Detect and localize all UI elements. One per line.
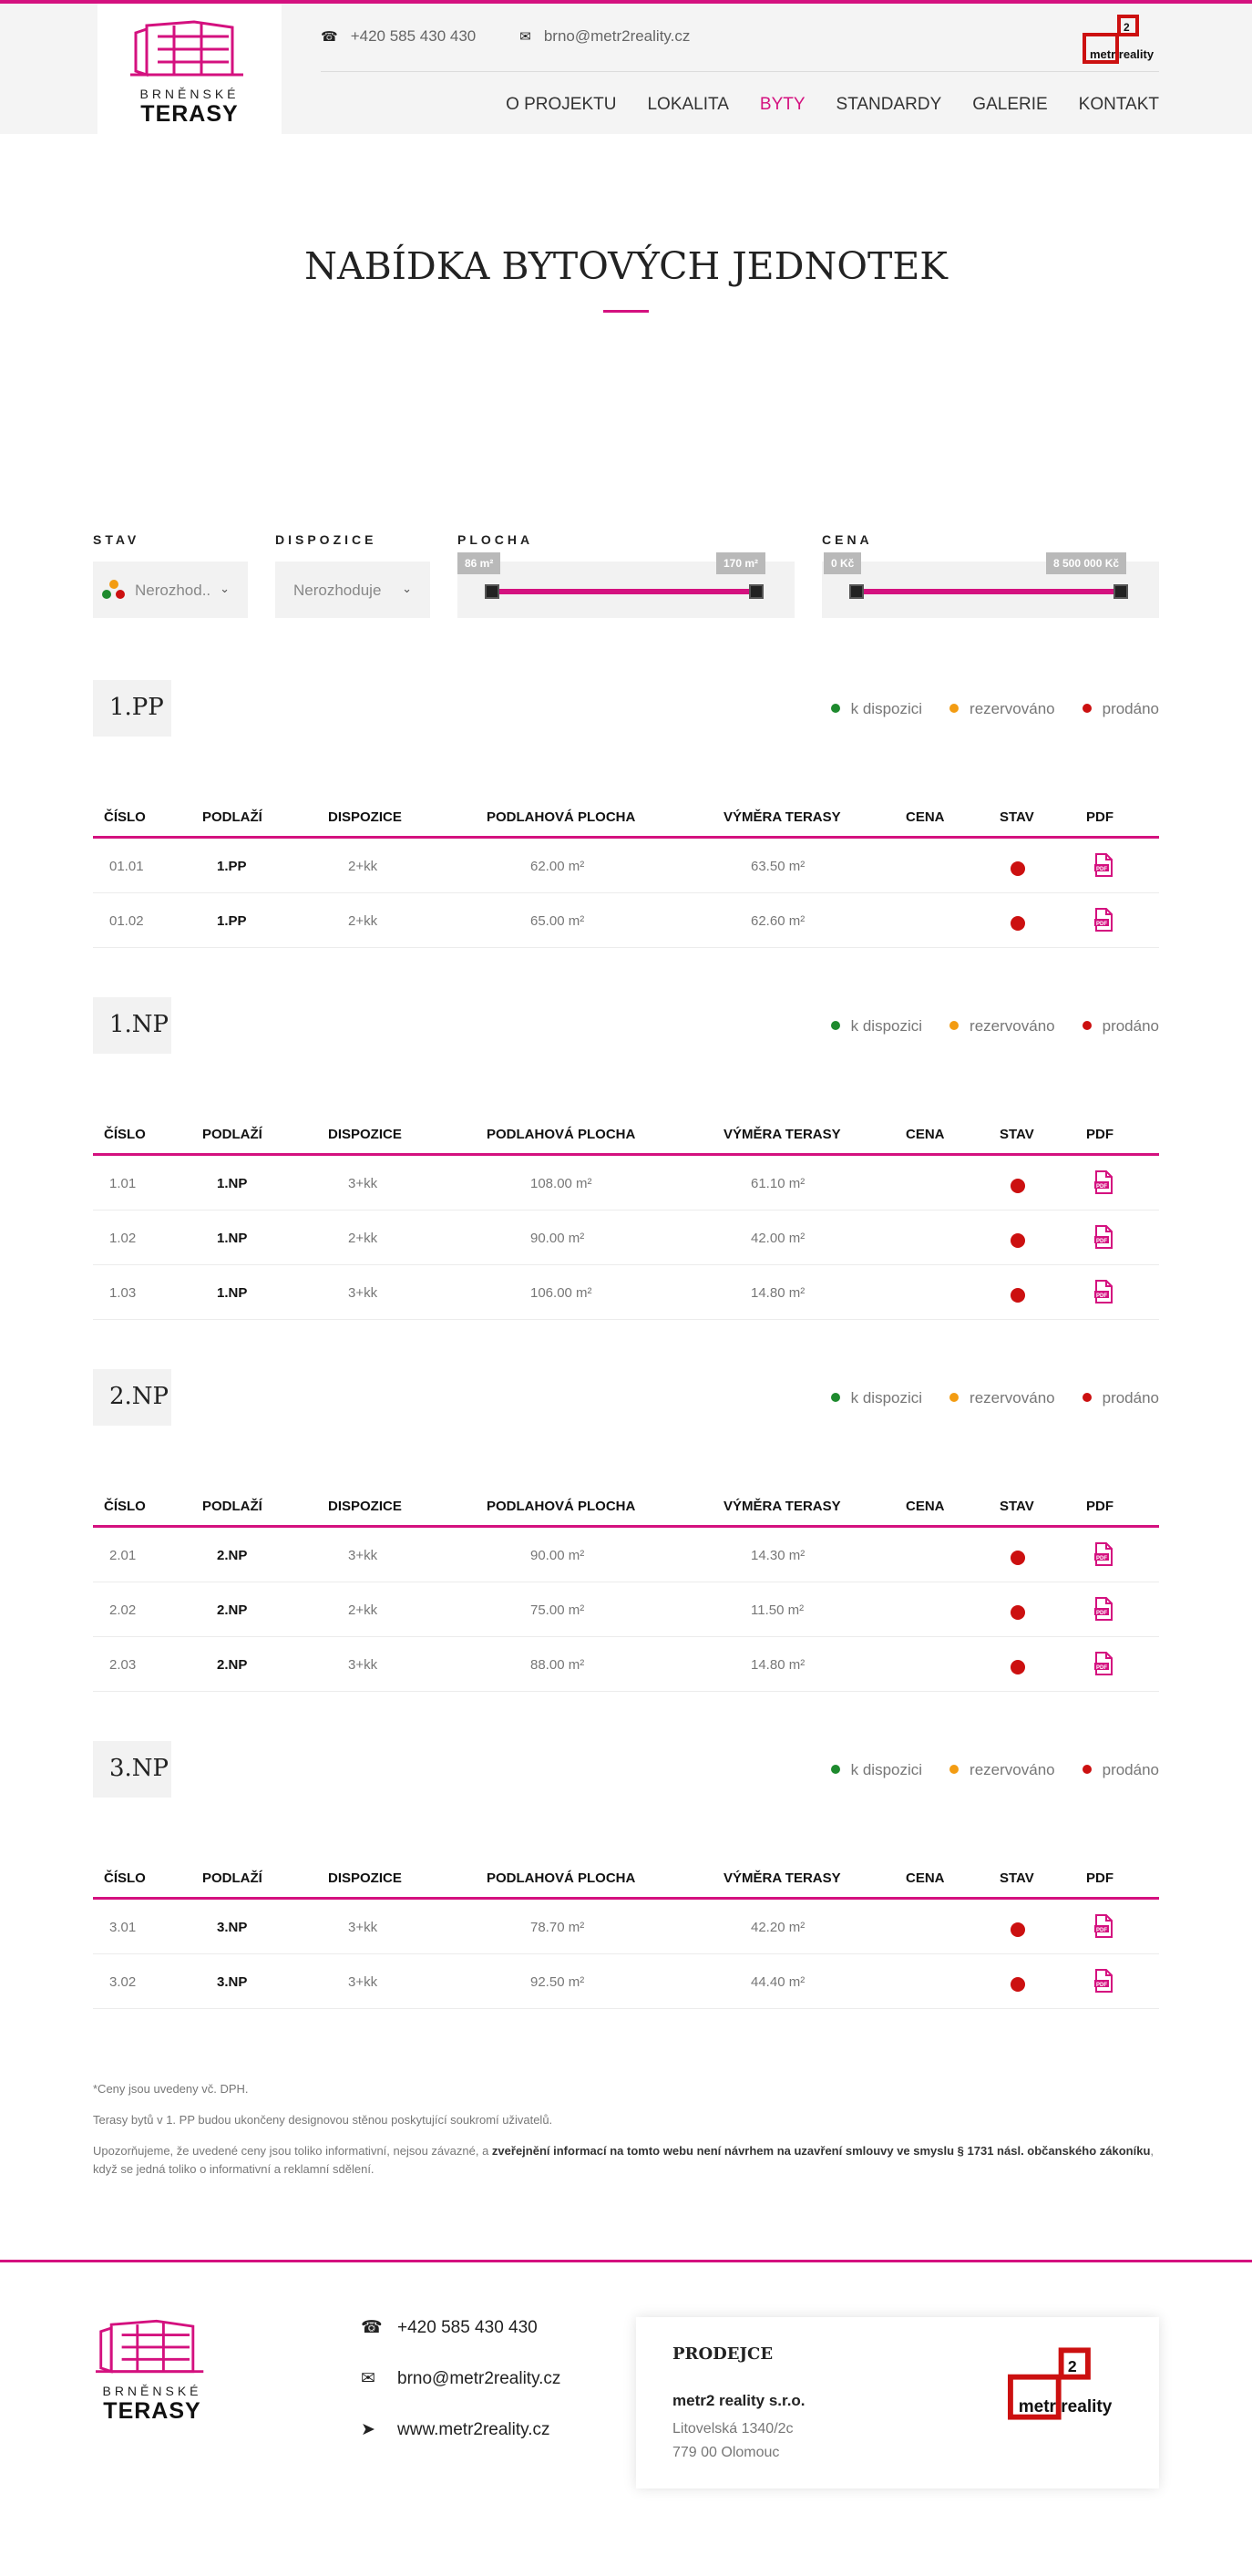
cell-dispozice: 3+kk: [348, 1920, 378, 1935]
status-sold-dot: [1011, 1660, 1025, 1674]
floor-label: 3.NP: [93, 1741, 171, 1798]
metr2-logo-icon: [1008, 2344, 1123, 2423]
filter-label-stav: STAV: [93, 532, 140, 547]
legend-label-available: k dispozici: [850, 1761, 923, 1778]
pdf-icon[interactable]: [1093, 853, 1113, 881]
pdf-label: PDF: [1096, 1293, 1107, 1299]
cell-plocha: 106.00 m²: [530, 1285, 592, 1301]
status-dot-icon: [831, 704, 840, 713]
legend-label-sold: prodáno: [1102, 700, 1159, 717]
status-dot-icon: [1083, 1765, 1092, 1774]
cena-min-handle[interactable]: [849, 584, 864, 599]
note-prices: *Ceny jsou uvedeny vč. DPH.: [93, 2082, 249, 2096]
column-header: VÝMĚRA TERASY: [723, 1499, 841, 1514]
note-terraces: Terasy bytů v 1. PP budou ukončeny designovou stěnou poskytující soukromí uživatelů.: [93, 2113, 553, 2127]
units-table: [93, 1116, 1159, 1320]
cell-cislo: 01.01: [109, 859, 144, 874]
pdf-icon[interactable]: [1093, 1170, 1113, 1198]
cell-dispozice: 3+kk: [348, 1285, 378, 1301]
seller-logo-text: metr reality: [1018, 2396, 1113, 2416]
cell-cislo: 1.01: [109, 1176, 137, 1191]
m2-text-sup: 2: [1124, 21, 1130, 34]
cell-cislo: 01.02: [109, 913, 144, 929]
nav-o-projektu[interactable]: O PROJEKTU: [506, 95, 617, 114]
column-header: PDF: [1086, 1499, 1113, 1514]
cell-terasa: 62.60 m²: [751, 913, 806, 929]
status-dot-icon: [831, 1393, 840, 1402]
status-sold-dot: [1011, 916, 1025, 931]
table-header: [93, 799, 1159, 839]
cell-podlazi: 2.NP: [217, 1602, 248, 1618]
legend-label-reserved: rezervováno: [970, 1389, 1055, 1406]
cell-cislo: 2.01: [109, 1548, 137, 1563]
cell-dispozice: 2+kk: [348, 1231, 378, 1246]
column-header: CENA: [906, 1870, 945, 1886]
column-header: ČÍSLO: [104, 1870, 146, 1886]
footer-phone-text: +420 585 430 430: [397, 2318, 538, 2337]
cell-terasa: 61.10 m²: [751, 1176, 806, 1191]
table-row[interactable]: [93, 1637, 1159, 1692]
nav-kontakt[interactable]: KONTAKT: [1078, 95, 1159, 114]
cell-cislo: 3.02: [109, 1974, 137, 1990]
envelope-icon: ✉: [361, 2369, 375, 2388]
legend-item-available: [831, 1761, 922, 1779]
stav-select[interactable]: [93, 562, 248, 618]
nav-standardy[interactable]: STANDARDY: [836, 95, 942, 114]
column-header: PDF: [1086, 1870, 1113, 1886]
table-row[interactable]: [93, 1156, 1159, 1211]
cell-dispozice: 3+kk: [348, 1176, 378, 1191]
pdf-icon[interactable]: [1093, 1597, 1113, 1624]
legend-label-available: k dispozici: [850, 700, 923, 717]
column-header: PODLAHOVÁ PLOCHA: [487, 1127, 636, 1142]
header-divider: [321, 71, 1159, 72]
pdf-label: PDF: [1096, 867, 1107, 872]
pdf-icon[interactable]: [1093, 1542, 1113, 1570]
column-header: DISPOZICE: [328, 1499, 402, 1514]
legend-item-reserved: [949, 1017, 1055, 1036]
table-header: [93, 1860, 1159, 1900]
column-header: STAV: [1000, 1870, 1034, 1886]
status-dot-icon: [1083, 704, 1092, 713]
cell-terasa: 42.20 m²: [751, 1920, 806, 1935]
cell-terasa: 11.50 m²: [751, 1602, 805, 1618]
footer-accent-line: [0, 2260, 1252, 2262]
table-row[interactable]: [93, 1528, 1159, 1582]
cell-terasa: 14.80 m²: [751, 1285, 806, 1301]
floor-label: 1.NP: [93, 997, 171, 1054]
pdf-icon[interactable]: [1093, 1914, 1113, 1942]
cell-plocha: 90.00 m²: [530, 1231, 585, 1246]
table-row[interactable]: [93, 839, 1159, 893]
legend-label-sold: prodáno: [1102, 1389, 1159, 1406]
cena-max-handle[interactable]: [1113, 584, 1128, 599]
phone-icon: ☎: [361, 2318, 383, 2337]
nav-byty[interactable]: BYTY: [759, 95, 806, 114]
status-sold-dot: [1011, 861, 1025, 876]
cena-slider[interactable]: [822, 557, 1159, 618]
column-header: STAV: [1000, 1127, 1034, 1142]
plocha-min-handle[interactable]: [485, 584, 499, 599]
column-header: ČÍSLO: [104, 1499, 146, 1514]
notes: [93, 2080, 1159, 2191]
cell-cislo: 2.02: [109, 1602, 137, 1618]
floor-label: 2.NP: [93, 1369, 171, 1426]
legend-item-available: [831, 700, 922, 718]
column-header: PODLAŽÍ: [202, 1499, 262, 1514]
logo-line2: TERASY: [140, 101, 239, 127]
legend-label-sold: prodáno: [1102, 1761, 1159, 1778]
plocha-slider[interactable]: [457, 557, 795, 618]
stav-select-value: Nerozhod..: [135, 582, 211, 599]
legend-label-reserved: rezervováno: [970, 1017, 1055, 1035]
status-sold-dot: [1011, 1977, 1025, 1992]
units-table: [93, 1488, 1159, 1692]
plocha-min-tooltip: 86 m²: [457, 552, 500, 574]
plocha-slider-track: [494, 589, 758, 594]
column-header: DISPOZICE: [328, 1127, 402, 1142]
cell-cislo: 2.03: [109, 1657, 137, 1673]
column-header: PODLAHOVÁ PLOCHA: [487, 1870, 636, 1886]
column-header: VÝMĚRA TERASY: [723, 1127, 841, 1142]
header-email[interactable]: [519, 27, 690, 46]
cell-podlazi: 1.PP: [217, 859, 247, 874]
status-sold-dot: [1011, 1605, 1025, 1620]
chevron-down-icon: ⌄: [402, 582, 412, 595]
cell-plocha: 65.00 m²: [530, 913, 585, 929]
pdf-label: PDF: [1096, 1556, 1107, 1561]
table-row[interactable]: [93, 1582, 1159, 1637]
units-table: [93, 1860, 1159, 2009]
table-row[interactable]: [93, 1900, 1159, 1954]
column-header: PODLAŽÍ: [202, 809, 262, 825]
note-disclaimer-c: , když se jedná toliko o informativní a reklamní sdělení.: [93, 2144, 1155, 2176]
units-table: [93, 799, 1159, 948]
status-dot-icon: [949, 1765, 959, 1774]
header-phone[interactable]: [321, 27, 476, 46]
cell-cislo: 3.01: [109, 1920, 137, 1935]
column-header: PDF: [1086, 809, 1113, 825]
column-header: ČÍSLO: [104, 1127, 146, 1142]
cell-podlazi: 1.NP: [217, 1176, 248, 1191]
seller-title: PRODEJCE: [672, 2344, 774, 2364]
table-row[interactable]: [93, 1954, 1159, 2009]
cell-podlazi: 1.NP: [217, 1285, 248, 1301]
cena-max-tooltip: 8 500 000 Kč: [1046, 552, 1126, 574]
status-dot-icon: [949, 704, 959, 713]
footer-logo[interactable]: [93, 2315, 211, 2425]
cell-plocha: 92.50 m²: [530, 1974, 585, 1990]
footer-phone[interactable]: [361, 2317, 538, 2338]
cell-cislo: 1.02: [109, 1231, 137, 1246]
legend-label-reserved: rezervováno: [970, 700, 1055, 717]
legend-item-reserved: [949, 700, 1055, 718]
cell-plocha: 78.70 m²: [530, 1920, 585, 1935]
footer-logo-line2: TERASY: [103, 2398, 201, 2424]
cell-podlazi: 2.NP: [217, 1548, 248, 1563]
cell-cislo: 1.03: [109, 1285, 137, 1301]
status-dot-icon: [949, 1021, 959, 1030]
cell-terasa: 44.40 m²: [751, 1974, 806, 1990]
footer-web[interactable]: [361, 2419, 550, 2440]
footer-logo-line1: BRNĚNSKÉ: [102, 2384, 202, 2398]
cell-dispozice: 3+kk: [348, 1548, 378, 1563]
legend-label-sold: prodáno: [1102, 1017, 1159, 1035]
cell-dispozice: 2+kk: [348, 1602, 378, 1618]
building-logo-icon: [96, 2315, 209, 2377]
table-header: [93, 1488, 1159, 1528]
status-legend: [831, 700, 1159, 718]
column-header: PDF: [1086, 1127, 1113, 1142]
dispozice-select-value: Nerozhoduje: [293, 582, 382, 599]
filter-label-plocha: PLOCHA: [457, 532, 534, 547]
footer-email-text: brno@metr2reality.cz: [397, 2369, 561, 2388]
note-disclaimer-b: zveřejnění informací na tomto webu není návrhem na uzavření smlouvy ve smyslu § 1731 násl. občanského zákoníku: [491, 2144, 1151, 2158]
column-header: PODLAŽÍ: [202, 1870, 262, 1886]
column-header: STAV: [1000, 809, 1034, 825]
pdf-icon[interactable]: [1093, 1280, 1113, 1307]
seller-street: Litovelská 1340/2c: [672, 2421, 794, 2437]
cell-dispozice: 3+kk: [348, 1974, 378, 1990]
column-header: VÝMĚRA TERASY: [723, 1870, 841, 1886]
status-dot-icon: [831, 1021, 840, 1030]
pdf-icon[interactable]: [1093, 1225, 1113, 1252]
column-header: CENA: [906, 1127, 945, 1142]
cell-podlazi: 2.NP: [217, 1657, 248, 1673]
cell-podlazi: 1.PP: [217, 913, 247, 929]
legend-item-reserved: [949, 1761, 1055, 1779]
status-legend: [831, 1389, 1159, 1407]
column-header: CENA: [906, 809, 945, 825]
main-nav: [506, 95, 1159, 115]
legend-item-sold: [1083, 1389, 1159, 1407]
cell-plocha: 108.00 m²: [530, 1176, 592, 1191]
pdf-label: PDF: [1096, 1184, 1107, 1190]
header-phone-text: +420 585 430 430: [350, 27, 477, 45]
cell-plocha: 62.00 m²: [530, 859, 585, 874]
table-row[interactable]: [93, 1211, 1159, 1265]
cell-terasa: 42.00 m²: [751, 1231, 806, 1246]
pdf-icon[interactable]: [1093, 1969, 1113, 1996]
pdf-label: PDF: [1096, 1611, 1107, 1616]
column-header: PODLAŽÍ: [202, 1127, 262, 1142]
cell-dispozice: 2+kk: [348, 913, 378, 929]
column-header: PODLAHOVÁ PLOCHA: [487, 809, 636, 825]
status-dot-icon: [949, 1393, 959, 1402]
header-email-text: brno@metr2reality.cz: [543, 27, 691, 45]
legend-item-sold: [1083, 1017, 1159, 1036]
cell-terasa: 14.80 m²: [751, 1657, 806, 1673]
footer-email[interactable]: [361, 2368, 560, 2389]
building-logo-icon: [130, 16, 249, 80]
status-legend: [831, 1761, 1159, 1779]
cell-plocha: 88.00 m²: [530, 1657, 585, 1673]
metr2-reality-logo[interactable]: [1083, 13, 1161, 70]
status-sold-dot: [1011, 1288, 1025, 1303]
pdf-label: PDF: [1096, 1239, 1107, 1244]
pdf-icon[interactable]: [1093, 908, 1113, 935]
column-header: VÝMĚRA TERASY: [723, 809, 841, 825]
cell-dispozice: 3+kk: [348, 1657, 378, 1673]
cursor-icon: ➤: [361, 2420, 375, 2439]
table-row[interactable]: [93, 893, 1159, 948]
cell-plocha: 90.00 m²: [530, 1548, 585, 1563]
seller-name: metr2 reality s.r.o.: [672, 2392, 806, 2409]
legend-label-reserved: rezervováno: [970, 1761, 1055, 1778]
phone-icon: ☎: [321, 29, 338, 45]
page-title: NABÍDKA BYTOVÝCH JEDNOTEK: [304, 244, 948, 288]
note-disclaimer-a: Upozorňujeme, že uvedené ceny jsou tolikо informativní, nejsou závazné, a: [93, 2144, 492, 2158]
seller-card: [636, 2317, 1159, 2488]
site-logo[interactable]: [97, 4, 282, 134]
column-header: PODLAHOVÁ PLOCHA: [487, 1499, 636, 1514]
status-dots-icon: [102, 580, 128, 602]
logo-line1: BRNĚNSKÉ: [139, 87, 240, 101]
seller-logo-sup: 2: [1067, 2356, 1077, 2375]
cena-min-tooltip: 0 Kč: [824, 552, 861, 574]
metr2-logo-icon: [1083, 13, 1161, 66]
legend-item-reserved: [949, 1389, 1055, 1407]
table-header: [93, 1116, 1159, 1156]
pdf-label: PDF: [1096, 1983, 1107, 1988]
status-sold-dot: [1011, 1233, 1025, 1248]
status-sold-dot: [1011, 1551, 1025, 1565]
nav-galerie[interactable]: GALERIE: [972, 95, 1048, 114]
column-header: CENA: [906, 1499, 945, 1514]
column-header: DISPOZICE: [328, 809, 402, 825]
note-disclaimer: [93, 2142, 1159, 2179]
cell-plocha: 75.00 m²: [530, 1602, 585, 1618]
column-header: STAV: [1000, 1499, 1034, 1514]
envelope-icon: ✉: [519, 29, 531, 45]
cell-podlazi: 3.NP: [217, 1920, 248, 1935]
floor-label: 1.PP: [93, 680, 171, 737]
m2-text-metr: metr reality: [1090, 47, 1155, 61]
legend-item-sold: [1083, 1761, 1159, 1779]
column-header: DISPOZICE: [328, 1870, 402, 1886]
cell-dispozice: 2+kk: [348, 859, 378, 874]
status-sold-dot: [1011, 1179, 1025, 1193]
nav-lokalita[interactable]: LOKALITA: [647, 95, 729, 114]
pdf-label: PDF: [1096, 1665, 1107, 1671]
pdf-icon[interactable]: [1093, 1652, 1113, 1679]
seller-address: [672, 2417, 794, 2465]
filter-label-dispozice: DISPOZICE: [275, 532, 377, 547]
cell-terasa: 63.50 m²: [751, 859, 806, 874]
legend-item-available: [831, 1017, 922, 1036]
legend-item-sold: [1083, 700, 1159, 718]
footer-web-text: www.metr2reality.cz: [397, 2420, 550, 2439]
column-header: ČÍSLO: [104, 809, 146, 825]
filter-label-cena: CENA: [822, 532, 873, 547]
legend-label-available: k dispozici: [850, 1389, 923, 1406]
title-underline: [603, 310, 649, 313]
status-dot-icon: [831, 1765, 840, 1774]
plocha-max-tooltip: 170 m²: [716, 552, 765, 574]
cell-podlazi: 3.NP: [217, 1974, 248, 1990]
seller-city: 779 00 Olomouc: [672, 2445, 780, 2460]
seller-logo[interactable]: [1008, 2344, 1123, 2427]
plocha-max-handle[interactable]: [749, 584, 764, 599]
cell-podlazi: 1.NP: [217, 1231, 248, 1246]
cena-slider-track: [858, 589, 1123, 594]
status-legend: [831, 1017, 1159, 1036]
legend-item-available: [831, 1389, 922, 1407]
chevron-down-icon: ⌄: [220, 582, 230, 595]
status-sold-dot: [1011, 1922, 1025, 1937]
status-dot-icon: [1083, 1021, 1092, 1030]
status-dot-icon: [1083, 1393, 1092, 1402]
cell-terasa: 14.30 m²: [751, 1548, 806, 1563]
site-header: [0, 4, 1252, 134]
dispozice-select[interactable]: [275, 562, 430, 618]
table-row[interactable]: [93, 1265, 1159, 1320]
pdf-label: PDF: [1096, 1928, 1107, 1933]
pdf-label: PDF: [1096, 922, 1107, 927]
legend-label-available: k dispozici: [850, 1017, 923, 1035]
